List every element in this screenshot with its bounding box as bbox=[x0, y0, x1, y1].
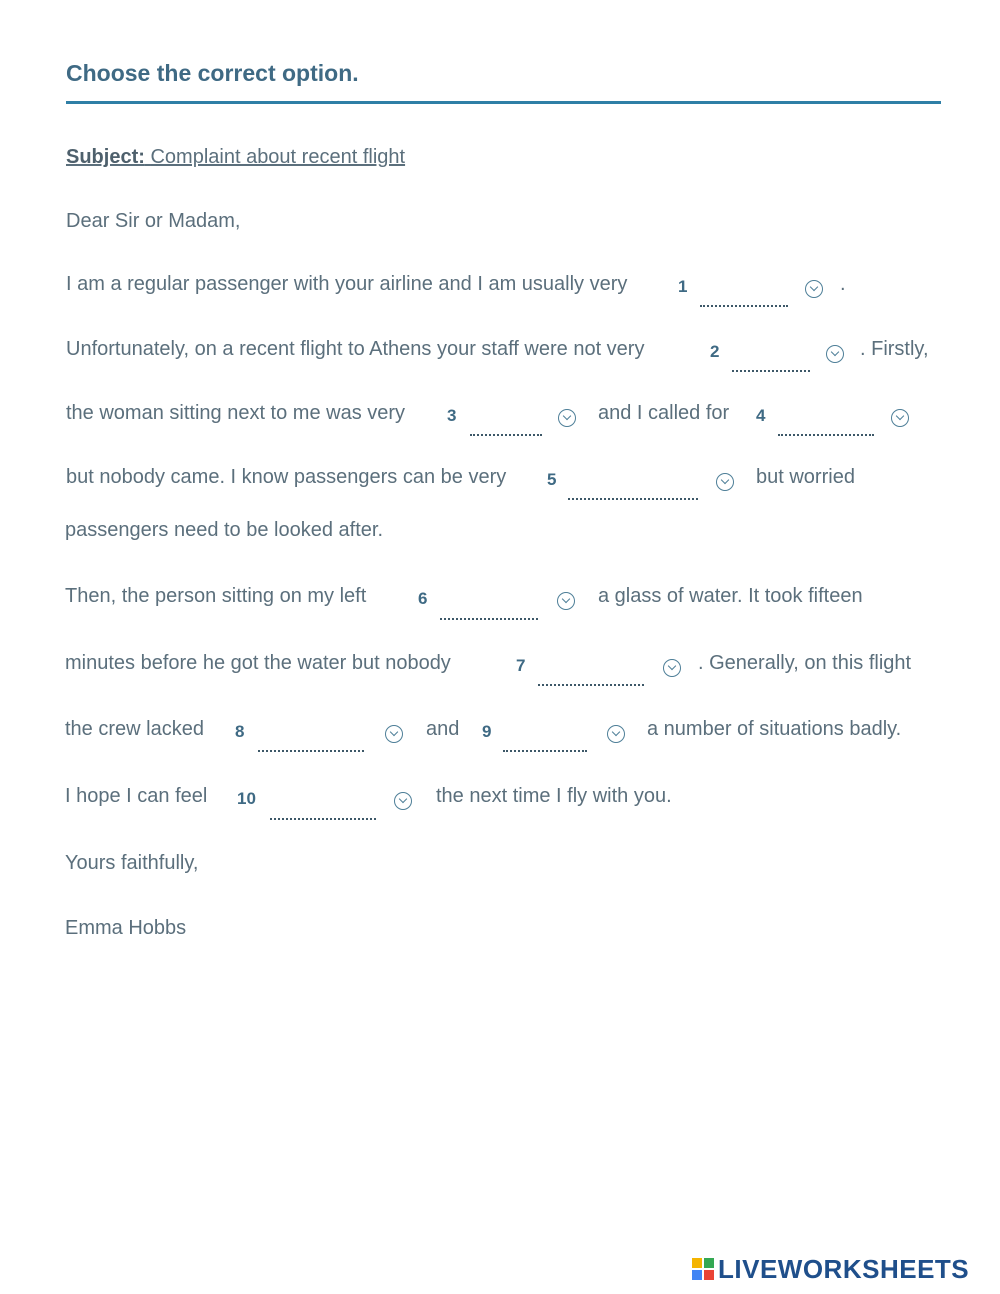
dropdown-10-chevron-icon[interactable] bbox=[394, 792, 412, 810]
signature: Emma Hobbs bbox=[65, 917, 187, 939]
subject-line bbox=[66, 146, 405, 169]
dropdown-7-chevron-icon[interactable] bbox=[663, 659, 681, 677]
dropdown-5-chevron-icon[interactable] bbox=[716, 473, 734, 491]
answer-blank-2[interactable] bbox=[732, 370, 810, 372]
line-6-end: a glass of water. It took fifteen bbox=[598, 585, 863, 607]
line-9-text: I hope I can feel bbox=[65, 785, 208, 807]
line-7-text: minutes before he got the water but nobody bbox=[65, 652, 451, 674]
answer-blank-8[interactable] bbox=[258, 750, 364, 752]
answer-blank-7[interactable] bbox=[538, 684, 644, 686]
line-8-mid: and bbox=[426, 718, 460, 740]
blank-number-4: 4 bbox=[756, 406, 766, 425]
answer-blank-6[interactable] bbox=[440, 618, 538, 620]
blank-number-5: 5 bbox=[547, 470, 557, 489]
subject-text: Complaint about recent flight bbox=[150, 146, 406, 168]
dropdown-4-chevron-icon[interactable] bbox=[891, 409, 909, 427]
answer-blank-3[interactable] bbox=[470, 434, 542, 436]
logo-text: LIVEWORKSHEETS bbox=[718, 1253, 970, 1284]
line-9-end: the next time I fly with you. bbox=[436, 785, 672, 807]
liveworksheets-logo bbox=[692, 1254, 969, 1284]
title-divider bbox=[66, 101, 941, 104]
dropdown-1-chevron-icon[interactable] bbox=[805, 280, 823, 298]
line-8-text: the crew lacked bbox=[65, 718, 204, 740]
answer-blank-4[interactable] bbox=[778, 434, 874, 436]
logo-squares-icon bbox=[692, 1258, 714, 1280]
line-3-text: the woman sitting next to me was very bbox=[66, 402, 406, 424]
blank-number-9: 9 bbox=[482, 722, 492, 741]
line-2-end: . Firstly, bbox=[860, 338, 929, 360]
answer-blank-1[interactable] bbox=[700, 305, 788, 307]
page-title: Choose the correct option. bbox=[66, 60, 359, 86]
line-8-end: a number of situations badly. bbox=[647, 718, 902, 740]
answer-blank-5[interactable] bbox=[568, 498, 698, 500]
line-2-text: Unfortunately, on a recent flight to Athens your staff were not very bbox=[66, 338, 645, 360]
dropdown-9-chevron-icon[interactable] bbox=[607, 725, 625, 743]
blank-number-8: 8 bbox=[235, 722, 245, 741]
dropdown-6-chevron-icon[interactable] bbox=[557, 592, 575, 610]
dropdown-8-chevron-icon[interactable] bbox=[385, 725, 403, 743]
blank-number-3: 3 bbox=[447, 406, 457, 425]
dropdown-3-chevron-icon[interactable] bbox=[558, 409, 576, 427]
line-6-text: Then, the person sitting on my left bbox=[65, 585, 367, 607]
answer-blank-10[interactable] bbox=[270, 818, 376, 820]
blank-number-1: 1 bbox=[678, 277, 688, 296]
blank-number-2: 2 bbox=[710, 342, 720, 361]
greeting: Dear Sir or Madam, bbox=[66, 210, 241, 232]
subject-label: Subject: bbox=[66, 146, 145, 168]
blank-number-6: 6 bbox=[418, 589, 428, 608]
line-3-mid: and I called for bbox=[598, 402, 730, 424]
line-1-text: I am a regular passenger with your airline and I am usually very bbox=[66, 273, 628, 295]
answer-blank-9[interactable] bbox=[503, 750, 587, 752]
line-7-end: . Generally, on this flight bbox=[698, 652, 912, 674]
blank-number-10: 10 bbox=[237, 789, 256, 808]
line-4-end: but worried bbox=[756, 466, 855, 488]
closing: Yours faithfully, bbox=[65, 852, 199, 874]
blank-number-7: 7 bbox=[516, 656, 526, 675]
line-5-text: passengers need to be looked after. bbox=[65, 519, 384, 541]
dropdown-2-chevron-icon[interactable] bbox=[826, 345, 844, 363]
line-4-text: but nobody came. I know passengers can be very bbox=[66, 466, 507, 488]
line-1-end: . bbox=[840, 273, 846, 295]
